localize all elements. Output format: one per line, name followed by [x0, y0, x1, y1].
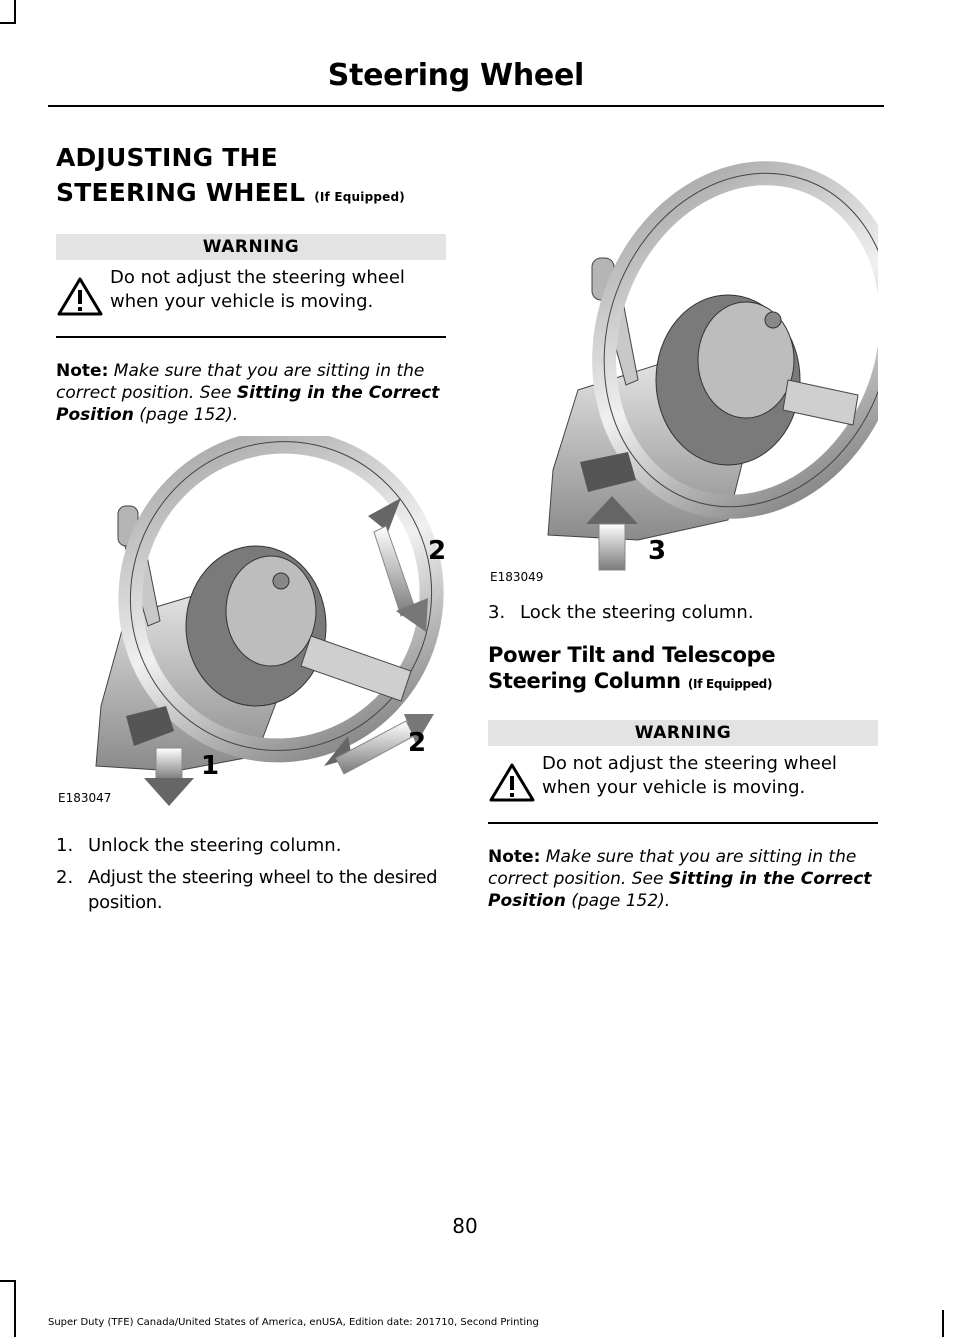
- warning-box: [488, 720, 878, 824]
- note-page-reference: (page 152).: [571, 891, 671, 911]
- section-heading-tag: (If Equipped): [314, 190, 405, 204]
- note-cross-reference[interactable]: Sitting in the Correct Position: [56, 383, 440, 425]
- note: [56, 360, 446, 426]
- list-item: [56, 833, 446, 858]
- crop-mark: [0, 1280, 16, 1282]
- warning-body: [56, 260, 446, 326]
- callout-lock: 3: [648, 536, 667, 566]
- section-heading-tag: (If Equipped): [687, 677, 773, 691]
- section-heading-text: Power Tilt and Telescope Steering Column: [488, 643, 776, 693]
- warning-label: WARNING: [488, 720, 878, 746]
- list-item: [56, 865, 446, 915]
- callout-telescope: 2: [408, 728, 427, 758]
- crop-mark: [14, 0, 16, 24]
- note-page-reference: (page 152).: [139, 405, 239, 425]
- warning-label: WARNING: [56, 234, 446, 260]
- steering-wheel-illustration: [56, 436, 446, 806]
- callout-tilt: 2: [428, 536, 447, 566]
- note-label: Note:: [488, 847, 541, 867]
- header-divider: [48, 105, 884, 107]
- warning-body: [488, 746, 878, 812]
- steering-lock-figure: [488, 140, 878, 588]
- section-heading: [488, 642, 878, 697]
- steering-wheel-illustration: [488, 140, 878, 588]
- note-text: Make sure that you are sitting in the correct position. See: [56, 361, 425, 403]
- right-column: [488, 140, 878, 912]
- crop-mark: [0, 22, 16, 24]
- warning-triangle-icon: [56, 276, 104, 318]
- crop-mark: [14, 1280, 16, 1337]
- note: [488, 846, 878, 912]
- step-text: Adjust the steering wheel to the desired position.: [88, 867, 438, 913]
- step-text: Lock the steering column.: [520, 602, 754, 623]
- note-cross-reference[interactable]: Sitting in the Correct Position: [488, 869, 872, 911]
- step-number: 3.: [488, 602, 506, 623]
- warning-text: Do not adjust the steering wheel when your vehicle is moving.: [110, 267, 405, 312]
- steering-adjust-figure: [56, 436, 446, 806]
- step-text: Unlock the steering column.: [88, 835, 342, 856]
- figure-code: E183047: [58, 791, 112, 805]
- page-number: 80: [452, 1214, 478, 1238]
- left-column: [56, 140, 446, 915]
- warning-text: Do not adjust the steering wheel when your vehicle is moving.: [542, 753, 837, 798]
- footer-edition: Super Duty (TFE) Canada/United States of America, enUSA, Edition date: 201710, Second Printing: [48, 1317, 539, 1328]
- warning-box: [56, 234, 446, 338]
- step-number: 2.: [56, 867, 74, 888]
- section-heading: [56, 140, 426, 215]
- page-title: Steering Wheel: [327, 58, 584, 93]
- steps-list: [488, 600, 878, 625]
- steps-list: [56, 833, 446, 915]
- callout-unlock: 1: [201, 751, 220, 781]
- figure-code: E183049: [490, 570, 544, 584]
- note-label: Note:: [56, 361, 109, 381]
- warning-triangle-icon: [488, 762, 536, 804]
- crop-mark: [942, 1310, 944, 1337]
- list-item: [488, 600, 878, 625]
- section-heading-text: ADJUSTING THE STEERING WHEEL: [56, 143, 306, 207]
- note-text: Make sure that you are sitting in the correct position. See: [488, 847, 857, 889]
- warning-divider: [56, 336, 446, 338]
- step-number: 1.: [56, 835, 74, 856]
- warning-divider: [488, 822, 878, 824]
